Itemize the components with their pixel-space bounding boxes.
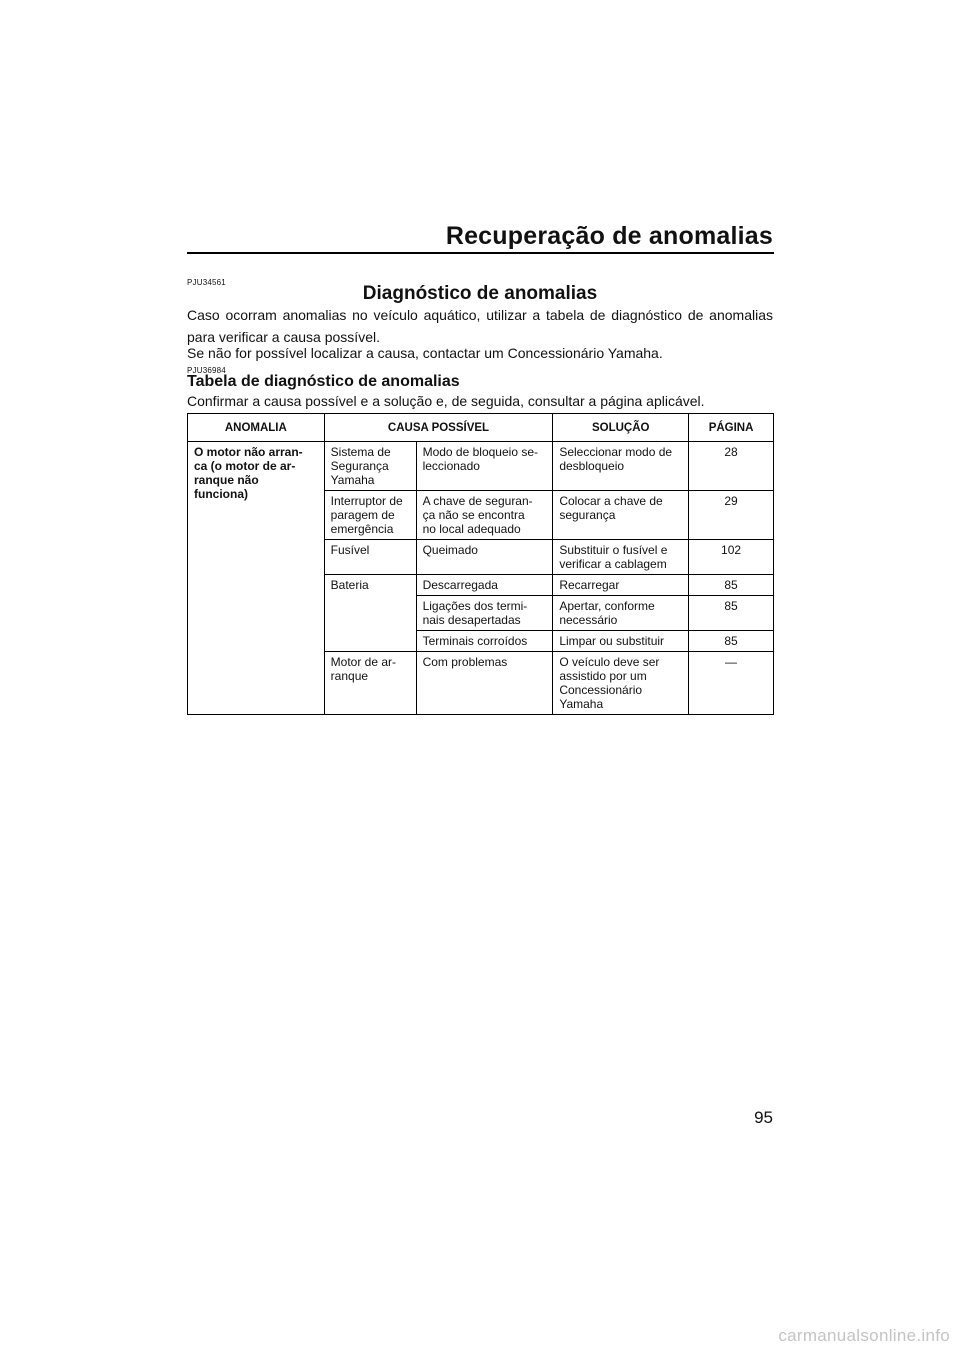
cause-cell: Com problemas — [416, 652, 553, 715]
page-cell: — — [689, 652, 774, 715]
diagnosis-table — [187, 413, 774, 715]
page-cell: 28 — [689, 442, 774, 491]
header-anomaly: ANOMALIA — [188, 414, 325, 442]
component-cell: Motor de ar- ranque — [324, 652, 416, 715]
solution-cell: Apertar, conforme necessário — [553, 596, 689, 631]
solution-cell: Colocar a chave de segurança — [553, 491, 689, 540]
solution-cell: Substituir o fusível e verificar a cablagem — [553, 540, 689, 575]
solution-cell: Recarregar — [553, 575, 689, 596]
page-cell: 85 — [689, 596, 774, 631]
header-cause: CAUSA POSSÍVEL — [324, 414, 553, 442]
subsection-code: PJU36984 — [187, 366, 226, 375]
page-cell: 102 — [689, 540, 774, 575]
table-row — [188, 442, 774, 491]
solution-cell: Seleccionar modo de desbloqueio — [553, 442, 689, 491]
header-page: PÁGINA — [689, 414, 774, 442]
instruction-paragraph: Confirmar a causa possível e a solução e, de seguida, consultar a página aplicável. — [187, 393, 705, 409]
subsection-title: Tabela de diagnóstico de anomalias — [187, 373, 460, 390]
component-cell: Fusível — [324, 540, 416, 575]
contact-paragraph: Se não for possível localizar a causa, contactar um Concessionário Yamaha. — [187, 345, 663, 361]
cause-cell: Terminais corroídos — [416, 631, 553, 652]
watermark: carmanualsonline.info — [778, 1326, 950, 1345]
cause-cell: Descarregada — [416, 575, 553, 596]
page-cell: 85 — [689, 575, 774, 596]
anomaly-cell: O motor não arran- ca (o motor de ar- ranque não funciona) — [188, 442, 325, 715]
cause-cell: Ligações dos termi- nais desapertadas — [416, 596, 553, 631]
component-cell: Sistema de Segurança Yamaha — [324, 442, 416, 491]
solution-cell: O veículo deve ser assistido por um Concessionário Yamaha — [553, 652, 689, 715]
table-header-row — [188, 414, 774, 442]
intro-paragraph: Caso ocorram anomalias no veículo aquático, utilizar a tabela de diagnóstico de anomalias para verificar a causa possível. — [187, 307, 773, 345]
cause-cell: Modo de bloqueio se- leccionado — [416, 442, 553, 491]
page-cell: 85 — [689, 631, 774, 652]
page-header-title: Recuperação de anomalias — [445, 222, 773, 250]
section-code: PJU34561 — [187, 278, 226, 287]
component-cell: Interruptor de paragem de emergência — [324, 491, 416, 540]
header-solution: SOLUÇÃO — [553, 414, 689, 442]
page-cell: 29 — [689, 491, 774, 540]
cause-cell: A chave de seguran- ça não se encontra no local adequado — [416, 491, 553, 540]
page-number: 95 — [754, 1108, 773, 1127]
solution-cell: Limpar ou substituir — [553, 631, 689, 652]
component-cell: Bateria — [324, 575, 416, 652]
header-rule — [187, 252, 774, 254]
cause-cell: Queimado — [416, 540, 553, 575]
section-title: Diagnóstico de anomalias — [362, 283, 598, 304]
